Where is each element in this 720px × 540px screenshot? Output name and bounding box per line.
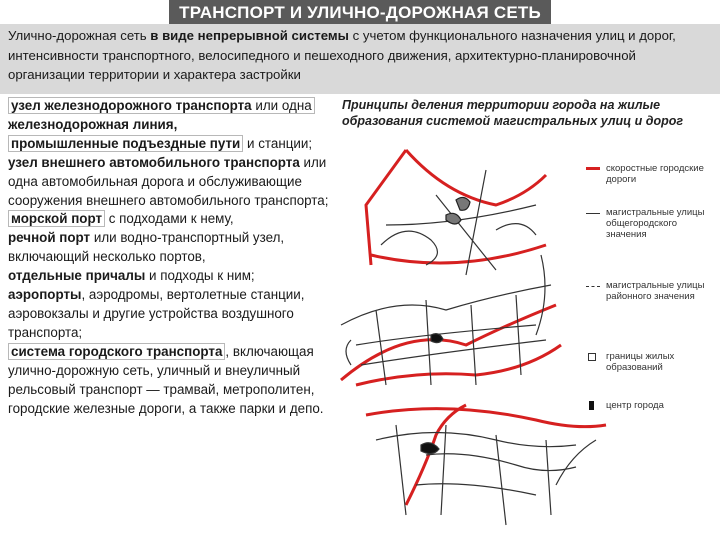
list-item: речной порт — [8, 230, 91, 246]
center-mark-icon — [589, 401, 594, 410]
map-3 — [366, 405, 606, 525]
diagram-legend: скоростные городские дороги магистральные улицы общегородского значения магистральные улицы районного значения границы жилых образований центр города — [586, 155, 720, 415]
intro-paragraph — [0, 24, 720, 94]
list-item: аэропорты — [8, 287, 82, 303]
list-item-rest: или водно-транспортный узел, включающий несколько портов, — [8, 230, 285, 265]
list-item: отдельные причалы — [8, 268, 146, 284]
slide-title: ТРАНСПОРТ И УЛИЧНО-ДОРОЖНАЯ СЕТЬ — [169, 0, 551, 24]
transport-list — [4, 95, 334, 505]
intro-bold: в виде непрерывной системы — [150, 28, 349, 43]
list-item-rest: или одна автомобильная дорога и обслуживающие сооружения внешнего автомобильного транспорта; — [8, 154, 329, 208]
list-item: морской порт — [8, 210, 105, 227]
map-1 — [366, 150, 546, 275]
list-item: промышленные подъездные пути — [8, 135, 243, 152]
slide-title-bar — [0, 0, 720, 24]
diagram-heading: Принципы деления территории города на жилые образования системой магистральных улиц и дорог — [342, 98, 684, 128]
intro-text-2: с учетом функционального назначения улиц и дорог, интенсивности транспортного, велосипедного и пешеходного движения, архитектурно-планировочной организации территории и характера застройки — [8, 28, 676, 82]
list-item: узел внешнего автомобильного транспорта — [8, 154, 300, 170]
dashed-line-icon — [586, 286, 600, 287]
map-2 — [341, 255, 561, 385]
list-item: система городского транспорта — [8, 343, 225, 360]
list-item-rest: и подходы к ним; — [145, 268, 255, 284]
diagram-panel — [336, 95, 720, 540]
thin-line-icon — [586, 213, 600, 214]
list-item: узел железнодорожного транспорта или одна — [8, 97, 315, 114]
list-item-rest: , включающая улично-дорожную сеть, уличный и внеуличный рельсовый транспорт — трамвай, метрополитен, городские железные дороги, а также парки и депо. — [8, 343, 324, 416]
list-item-rest: с подходами к нему, — [105, 211, 234, 227]
list-item-rest: , аэродромы, вертолетные станции, аэровокзалы и другие устройства воздушного транспорта; — [8, 287, 305, 340]
intro-text-1: Улично-дорожная сеть — [8, 28, 151, 43]
box-icon — [588, 353, 596, 361]
red-line-icon — [586, 167, 600, 170]
list-item-rest: и станции; — [243, 135, 313, 151]
list-item: железнодорожная линия, — [8, 116, 178, 132]
